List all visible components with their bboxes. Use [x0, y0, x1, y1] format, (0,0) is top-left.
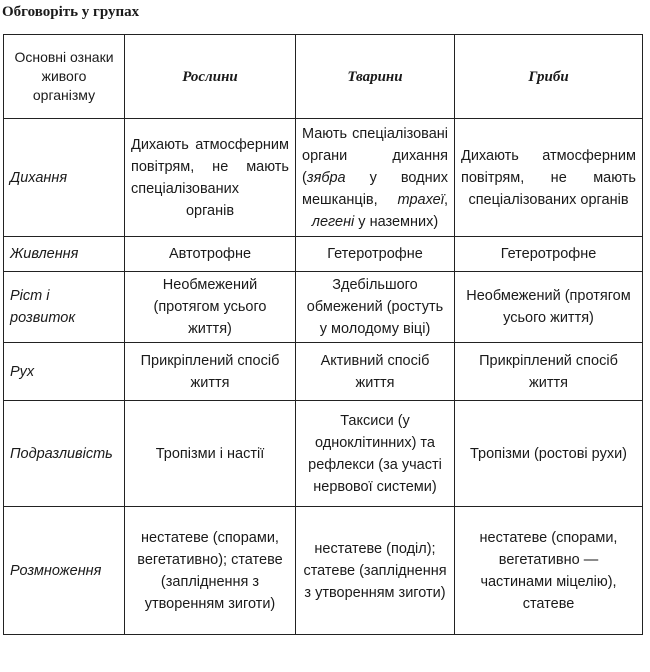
cell-plants: Дихають атмосферним повітрям, не мають спеціалізованих органів	[125, 119, 296, 237]
table-header-row	[4, 35, 643, 119]
column-header-fungi: Гриби	[455, 35, 643, 119]
column-header-plants: Рослини	[125, 35, 296, 119]
row-label-respiration: Дихання	[4, 119, 125, 237]
table-row	[4, 237, 643, 272]
cell-plants: Необмежений (протягом усього життя)	[125, 272, 296, 343]
cell-animals: нестатеве (поділ); статеве (запліднення з утворенням зиготи)	[296, 507, 455, 635]
cell-text: Мають спеціалізовані органи дихання (	[302, 125, 448, 186]
cell-text: у водних мешканців,	[302, 169, 448, 208]
cell-plants: нестатеве (спорами, вегетативно); статеве (запліднення з утворенням зиготи)	[125, 507, 296, 635]
cell-fungi: Прикріплений спосіб життя	[455, 343, 643, 401]
cell-fungi: нестатеве (спорами, вегетативно — частинами міцелію), статеве	[455, 507, 643, 635]
table-row	[4, 272, 643, 343]
row-label-reproduction: Розмноження	[4, 507, 125, 635]
cell-fungi: Тропізми (ростові рухи)	[455, 401, 643, 507]
cell-fungi: Дихають атмосферним повітрям, не мають спеціалізованих органів	[455, 119, 643, 237]
cell-fungi: Необмежений (протягом усього життя)	[455, 272, 643, 343]
page-title: Обговоріть у групах	[2, 4, 140, 20]
cell-plants: Тропізми і настії	[125, 401, 296, 507]
cell-animals: Здебільшого обмежений (ростуть у молодому віці)	[296, 272, 455, 343]
table-row	[4, 119, 643, 237]
row-label-irritability: Подразливість	[4, 401, 125, 507]
term-lungs: легені	[311, 213, 355, 230]
cell-animals: Гетеротрофне	[296, 237, 455, 272]
cell-animals: Таксиси (у одноклітинних) та рефлекси (за участі нервової системи)	[296, 401, 455, 507]
corner-header: Основні ознаки живого організму	[4, 35, 125, 119]
row-label-growth: Ріст і розвиток	[4, 272, 125, 343]
table-row	[4, 507, 643, 635]
cell-text: у наземних)	[354, 213, 439, 230]
cell-text: ,	[443, 191, 448, 208]
row-label-movement: Рух	[4, 343, 125, 401]
table-row	[4, 401, 643, 507]
term-gills: зябра	[306, 169, 346, 186]
cell-fungi: Гетеротрофне	[455, 237, 643, 272]
column-header-animals: Тварини	[296, 35, 455, 119]
cell-animals	[296, 119, 455, 237]
cell-animals: Активний спосіб життя	[296, 343, 455, 401]
comparison-table	[3, 34, 643, 635]
row-label-nutrition: Живлення	[4, 237, 125, 272]
term-trachea: трахеї	[397, 191, 444, 208]
cell-plants: Прикріплений спосіб життя	[125, 343, 296, 401]
table-row	[4, 343, 643, 401]
cell-plants: Автотрофне	[125, 237, 296, 272]
